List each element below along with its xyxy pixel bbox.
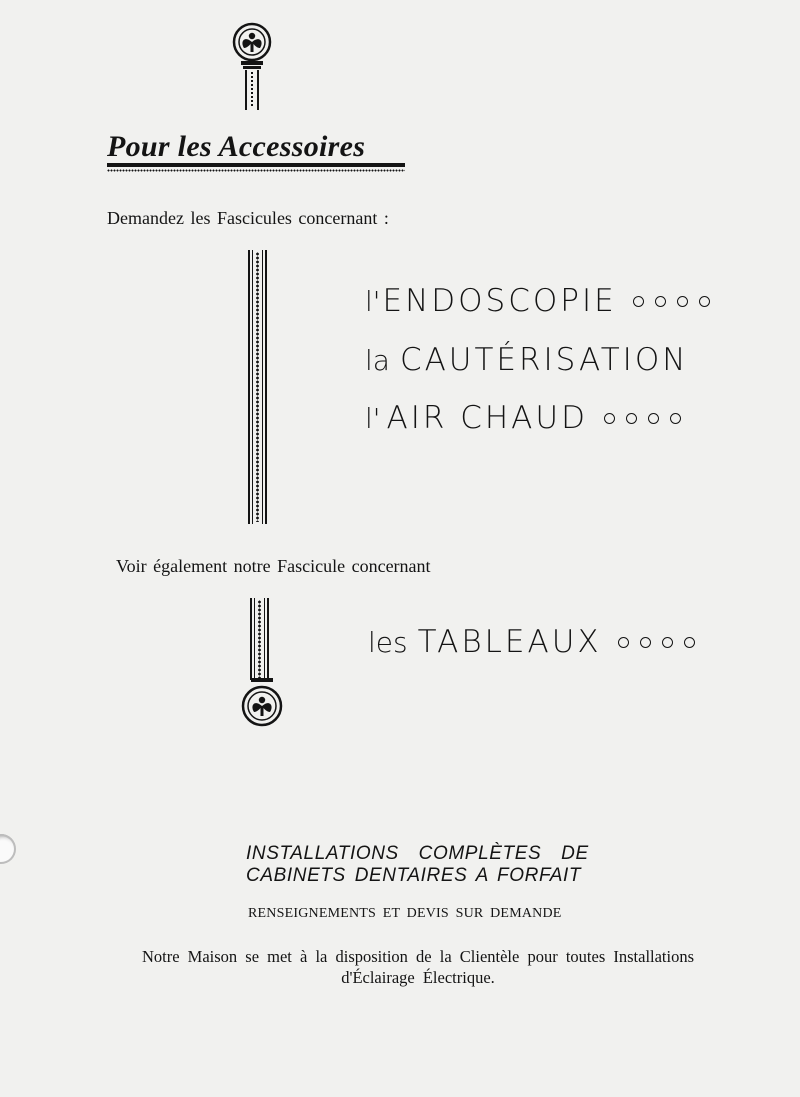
topic-name: CAUTÉRISATION	[399, 342, 689, 378]
see-also-text: Voir également notre Fascicule concernant	[116, 556, 431, 576]
circle-ornaments	[618, 637, 695, 648]
intro-text: Demandez les Fascicules concernant :	[107, 208, 389, 228]
topic-prefix: les	[368, 625, 408, 659]
devis-text: RENSEIGNEMENTS ET DEVIS SUR DEMANDE	[248, 906, 562, 921]
topic-prefix: la	[365, 343, 390, 377]
flower-medallion-icon	[240, 678, 284, 730]
topic-name: AIR CHAUD	[386, 400, 588, 436]
topic-prefix: l'	[365, 284, 381, 318]
topic-tableaux	[368, 624, 695, 660]
installations-line-1: INSTALLATIONS COMPLÈTES DE	[246, 843, 589, 864]
topic-name: TABLEAUX	[417, 624, 602, 660]
topic-prefix: l'	[365, 401, 381, 435]
bottom-ornament	[240, 678, 284, 730]
flower-medallion-icon	[232, 22, 272, 110]
maison-line-1: Notre Maison se met à la disposition de la Clientèle pour toutes Installations	[141, 947, 695, 966]
punch-hole	[0, 834, 16, 864]
topic-name: ENDOSCOPIE	[382, 283, 617, 319]
topic-endoscopie	[365, 283, 710, 319]
circle-ornaments	[604, 413, 681, 424]
maison-text	[118, 946, 718, 988]
installations-line-2: CABINETS DENTAIRES A FORFAIT	[246, 865, 582, 886]
maison-line-2: d'Éclairage Électrique.	[341, 968, 495, 987]
circle-ornaments	[633, 296, 710, 307]
installations-block	[246, 843, 589, 887]
topic-air-chaud	[365, 400, 681, 436]
top-ornament	[232, 22, 272, 110]
vertical-bar-topics	[248, 250, 267, 524]
page-title: Pour les Accessoires	[107, 130, 366, 163]
vertical-bar-tableaux	[250, 598, 269, 680]
title-underline	[107, 163, 405, 173]
topic-cauterisation	[365, 342, 688, 378]
